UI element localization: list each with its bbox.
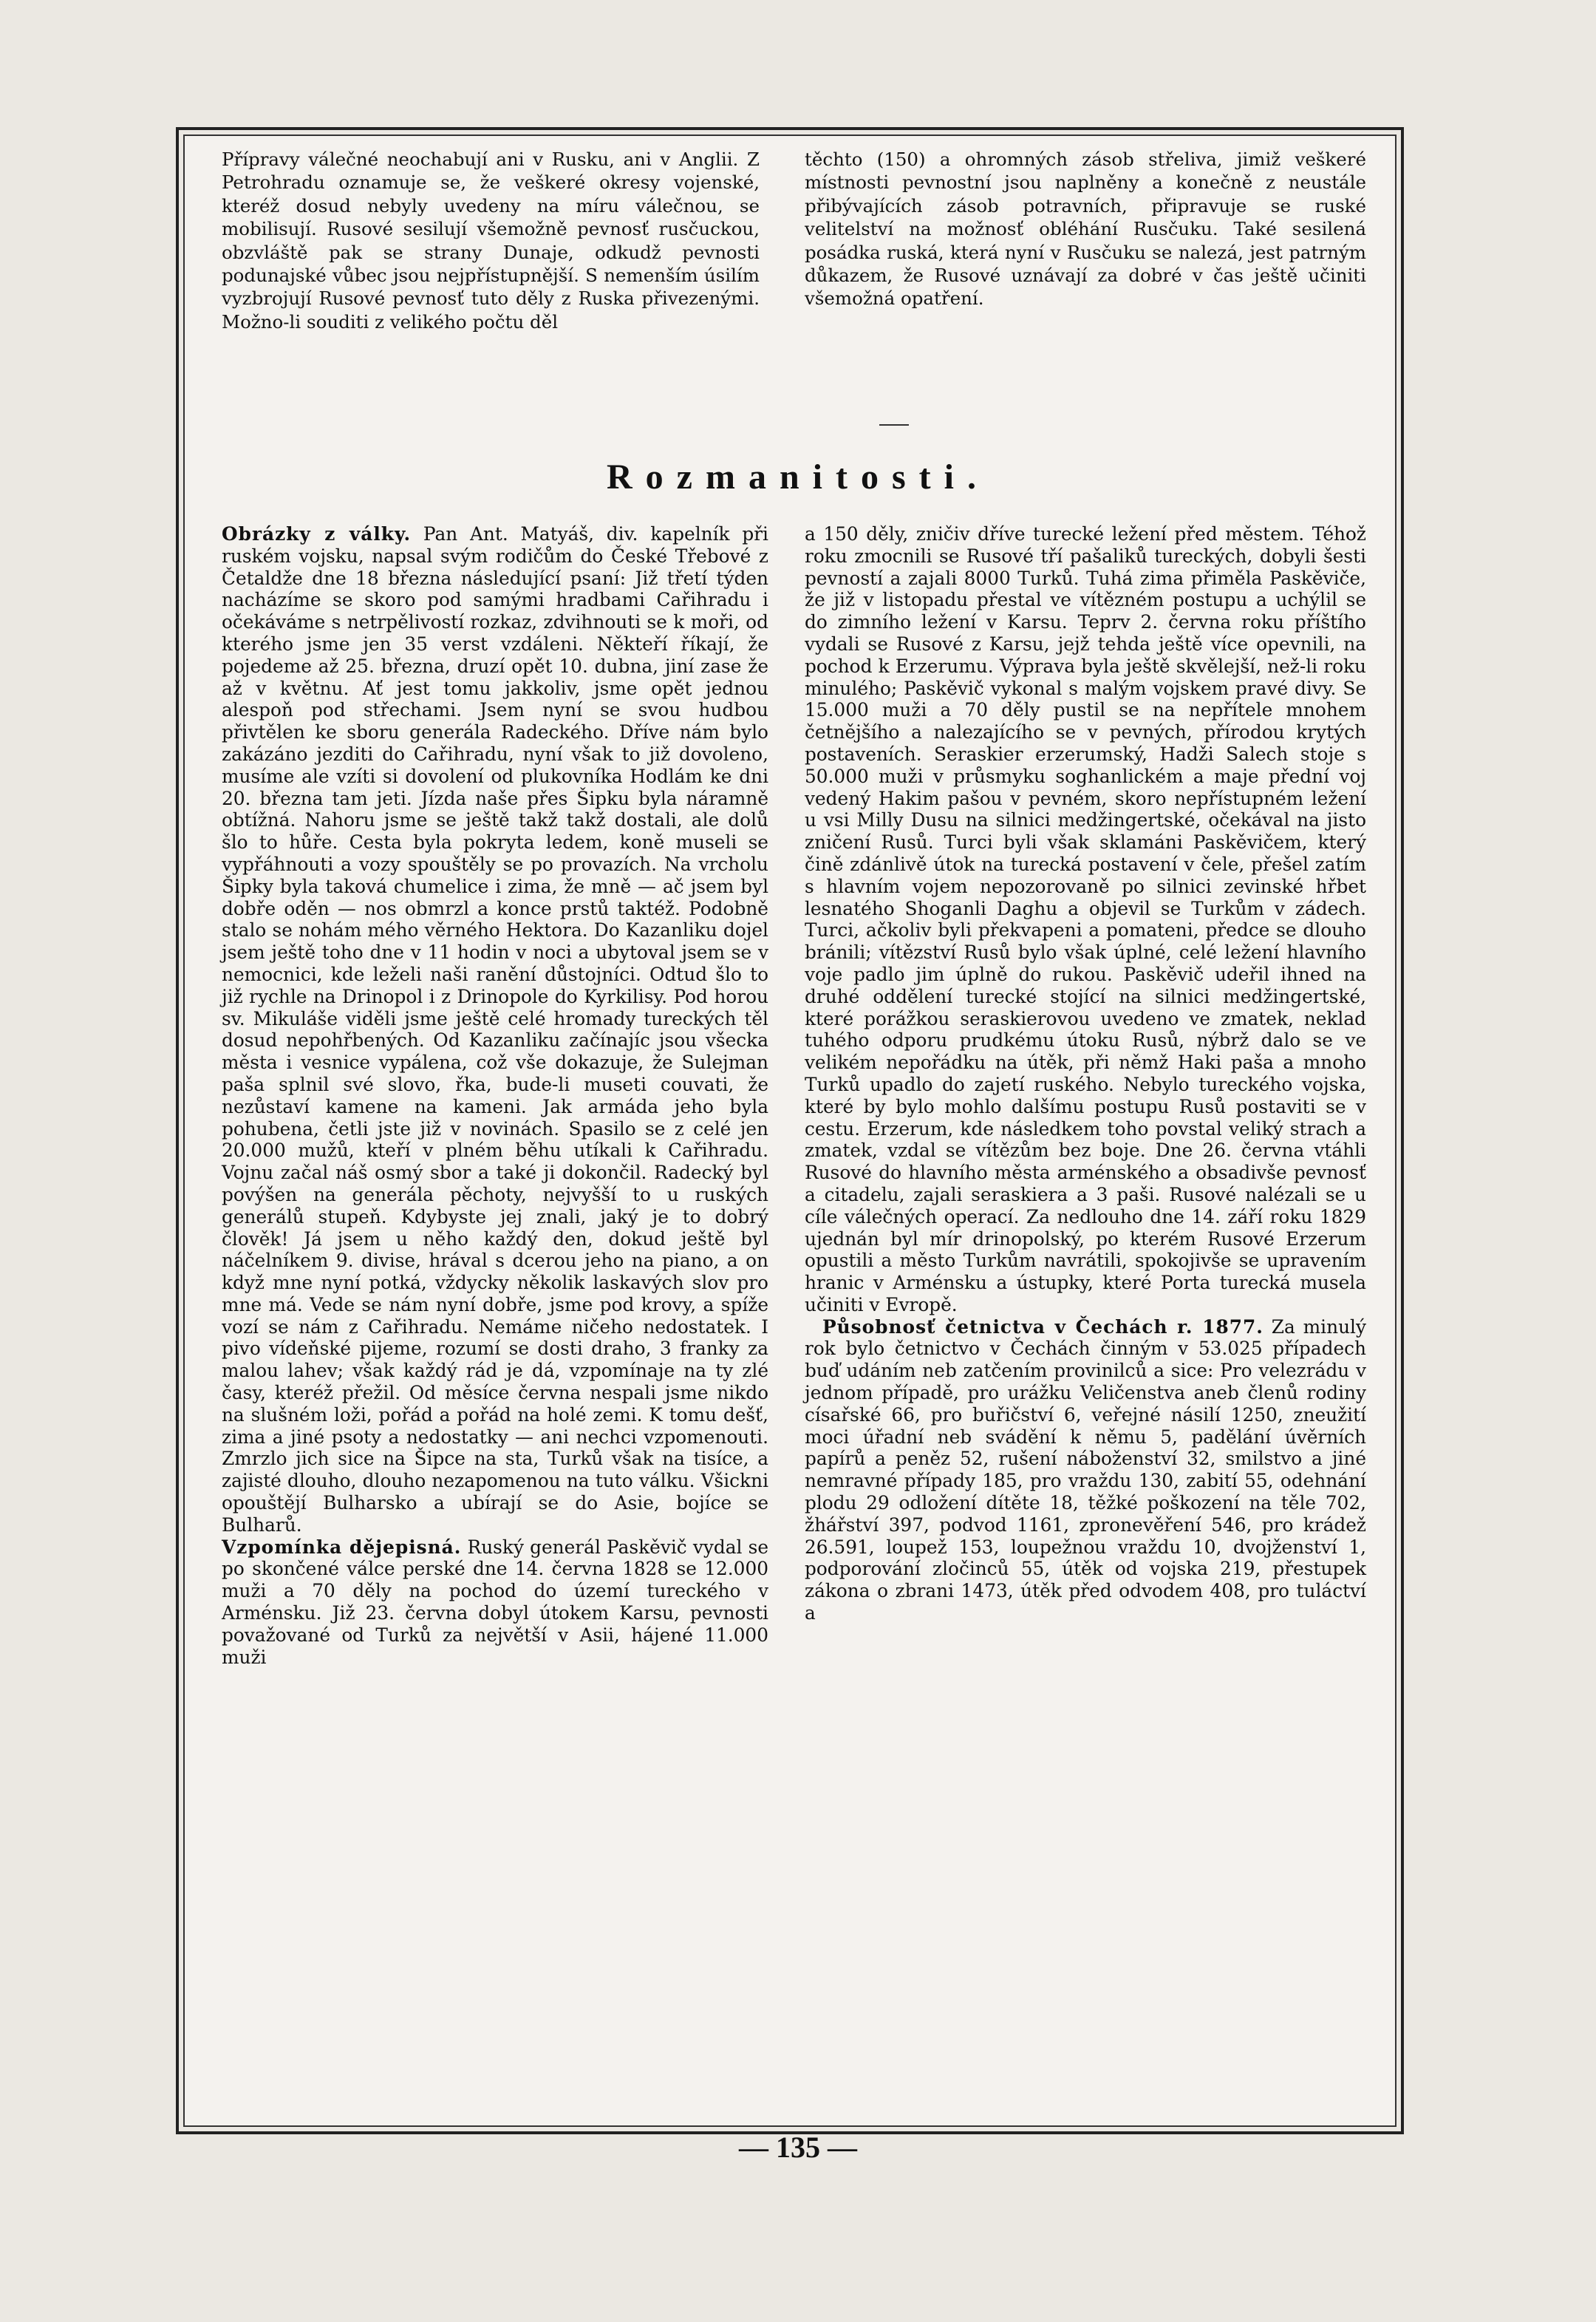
page-number: — 135 — <box>739 2131 857 2164</box>
top-left-column <box>222 148 760 333</box>
article-body: Ruský generál Paskěvič vydal se po skončené válce perské dne 14. června 1828 se 12.000 muži a 70 děly na pochod do území tureckého v Arménsku. Již 23. června dobyl útokem Karsu, pevnosti považované od Turků za největší v Asii, hájené 11.000 muži <box>222 1536 769 1668</box>
section-divider <box>879 424 909 426</box>
main-right-column <box>805 523 1366 1624</box>
article-pusobnost <box>805 1316 1366 1624</box>
top-left-paragraph: Přípravy válečné neochabují ani v Rusku, ani v Anglii. Z Petrohradu oznamuje se, že veškeré okresy vojenské, kteréž dosud nebyly uvedeny na míru válečnou, se mobilisují. Rusové sesilují všemožně pevnosť rusčuckou, obzvláště pak se strany Dunaje, odkudž pevnosti podunajské vůbec jsou nejpřístupnější. S nemenším úsilím vyzbrojují Rusové pevnosť tuto děly z Ruska přivezenými. Možno-li souditi z velikého počtu děl <box>222 149 760 333</box>
top-right-paragraph: těchto (150) a ohromných zásob střeliva, jimiž veškeré místnosti pevnostní jsou naplněny a konečně z neustále přibývajících zásob potravních, připravuje se ruské velitelství na možnosť obléhání Rusčuku. Také sesilená posádka ruská, která nyní v Rusčuku se nalezá, jest patrným důkazem, že Rusové uznávají za dobré v čas ještě učiniti všemožná opatření. <box>805 149 1366 310</box>
main-left-column <box>222 523 768 1668</box>
article-obrazky <box>222 523 768 1536</box>
article-heading: Vzpomínka dějepisná. <box>222 1536 462 1558</box>
article-vzpominka-continued <box>805 523 1366 1316</box>
article-vzpominka <box>222 1536 768 1669</box>
article-heading: Působnosť četnictva v Čechách r. 1877. <box>822 1315 1264 1338</box>
section-title: Rozmanitosti. <box>607 457 989 497</box>
article-body: Za minulý rok bylo četnictvo v Čechách činným v 53.025 případech buď udáním neb zatčením provinilců a sice: Pro velezrádu v jednom případě, pro urážku Veličenstva aneb členů rodiny císařské 66, pro buřičství 6, veřejné násilí 1250, zneužití moci úřadní neb svádění k němu 5, padělání úvěrních papírů a peněz 52, rušení náboženství 32, smilstvo a jiné nemravné případy 185, pro vraždu 130, zabití 55, odehnání plodu 29 odložení dítěte 18, těžké poškození na těle 702, žhářství 397, podvod 1161, zpronevěření 546, pro krádež 26.591, loupež 153, loupežnou vraždu 10, dvojženství 1, podporování zločinců 55, útěk od vojska 219, přestupek zákona o zbrani 1473, útěk před odvodem 408, pro tuláctví a <box>805 1315 1366 1624</box>
top-right-column <box>805 148 1366 310</box>
article-body: a 150 děly, zničiv dříve turecké ležení před městem. Téhož roku zmocnili se Rusové tří pašaliků tureckých, dobyli šesti pevností a zajali 8000 Turků. Tuhá zima přiměla Paskěviče, že již v listopadu přestal ve vítězném postupu a uchýlil se do zimního ležení v Karsu. Teprv 2. června roku příštího vydali se Rusové z Karsu, jejž tehda ještě více opevnili, na pochod k Erzerumu. Výprava byla ještě skvělejší, než-li roku minulého; Paskěvič vykonal s malým vojskem pravé divy. Se 15.000 muži a 70 děly pustil se na nepřítele mnohem četnějšího a nalezajícího se v pevných, přírodou krytých postaveních. Seraskier erzerumský, Hadži Salech stoje s 50.000 muži v průsmyku soghanlickém a maje přední voj vedený Hakim pašou v pevném, skoro nepřístupném ležení u vsi Milly Dusu na silnici medžingertské, očekával na jisto zničení Rusů. Turci byli však sklamáni Paskěvičem, který čině zdánlivě útok na turecká postavení v čele, přešel zatím s hlavním vojem nepozorovaně po silnici zevinské hřbet lesnatého Shoganli Daghu a objevil se Turkům v zádech. Turci, ačkoliv byli překvapeni a pomateni, předce se dlouho bránili; vítězství Rusů bylo však úplné, celé ležení hlavního voje padlo jim úplně do rukou. Paskěvič udeřil ihned na druhé oddělení turecké stojící na silnici medžingertské, které porážkou seraskierovou uvedeno ve zmatek, neklad tuhého odporu prudkému útoku Rusů, nýbrž dalo se ve velikém nepořádku na útěk, při němž Haki paša a mnoho Turků upadlo do zajetí ruského. Nebylo tureckého vojska, které by bylo mohlo dalšímu postupu Rusů postaviti se v cestu. Erzerum, kde následkem toho povstal veliký strach a zmatek, vzdal se vítězům bez boje. Dne 26. června vtáhli Rusové do hlavního města arménského a obsadivše pevnosť a citadelu, zajali seraskiera a 3 paši. Rusové nalézali se u cíle válečných operací. Za nedlouho dne 14. září roku 1829 ujednán byl mír drinopolský, po kterém Rusové Erzerum opustili a město Turkům navrátili, spokojivše se upravením hranic v Arménsku a ústupky, které Porta turecká musela učiniti v Evropě. <box>805 523 1366 1315</box>
article-heading: Obrázky z války. <box>222 523 412 545</box>
article-body: Pan Ant. Matyáš, div. kapelník při ruském vojsku, napsal svým rodičům do České Třebové z Četaldže dne 18 března následující psaní: Již třetí týden nacházíme se skoro pod samými hradbami Cařihradu i očekáváme s netrpělivostí rozkaz, zdvihnouti se k moři, od kterého jsme jen 35 verst vzdáleni. Někteří říkají, že pojedeme až 25. března, druzí opět 10. dubna, jiní zase že až v květnu. Ať jest tomu jakkoliv, jsme opět jednou alespoň pod střechami. Jsem nyní se svou hudbou přivtělen ke sboru generála Radeckého. Dříve nám bylo zakázáno jezditi do Cařihradu, nyní však to již dovoleno, musíme ale vzíti si dovolení od plukovníka Hodlám ke dni 20. března tam jeti. Jízda naše přes Šipku byla náramně obtížná. Nahoru jsme se ještě takž takž dostali, ale dolů šlo to hůře. Cesta byla pokryta ledem, koně museli se vypřáhnouti a vozy spouštěly se po provazích. Na vrcholu Šipky byla taková chumelice i zima, že mně — ač jsem byl dobře oděn — nos obmrzl a konce prstů taktéž. Podobně stalo se nohám mého věrného Hektora. Do Kazanliku dojel jsem ještě toho dne v 11 hodin v noci a ubytoval jsem se v nemocnici, kde leželi naši ranění důstojníci. Odtud šlo to již rychle na Drinopol i z Drinopole do Kyrkilisy. Pod horou sv. Mikuláše viděli jsme ještě celé hromady tureckých těl dosud nepohřbených. Od Kazanliku začínajíc jsou všecka města i vesnice vypálena, což vše dokazuje, že Sulejman paša splnil své slovo, řka, bude-li museti couvati, že nezůstaví kamene na kameni. Jak armáda jeho byla pohubena, četli jste již v novinách. Spasilo se z celé jen 20.000 mužů, kteří v plném běhu utíkali k Cařihradu. Vojnu začal náš osmý sbor a také ji dokončil. Radecký byl povýšen na generála pěchoty, nejvyšší to u ruských generálů stupeň. Kdybyste jej znali, jaký je to dobrý člověk! Já jsem u něho každý den, dokud ještě byl náčelníkem 9. divise, hrával s dcerou jeho na piano, a on když mne nyní potká, vždycky několik laskavých slov pro mne má. Vede se nám nyní dobře, jsme pod krovy, a spíže vozí se nám z Cařihradu. Nemáme ničeho nedostatek. I pivo vídeňské pijeme, rozumí se dosti draho, 3 franky za malou lahev; však každý rád je dá, vzpomínaje na ty zlé časy, kteréž přežil. Od měsíce června nespali jsme nikdo na slušném loži, pořád a pořád na holé zemi. K tomu dešť, zima a jiné psoty a nedostatky — ani nechci vzpomenouti. Zmrzlo jich sice na Šipce na sta, Turků však na tisíce, a zajisté dlouho, dlouho nezapomenou na tuto válku. Všickni opouštějí Bulharsko a ubírají se do Asie, bojíce se Bulharů. <box>222 523 768 1536</box>
